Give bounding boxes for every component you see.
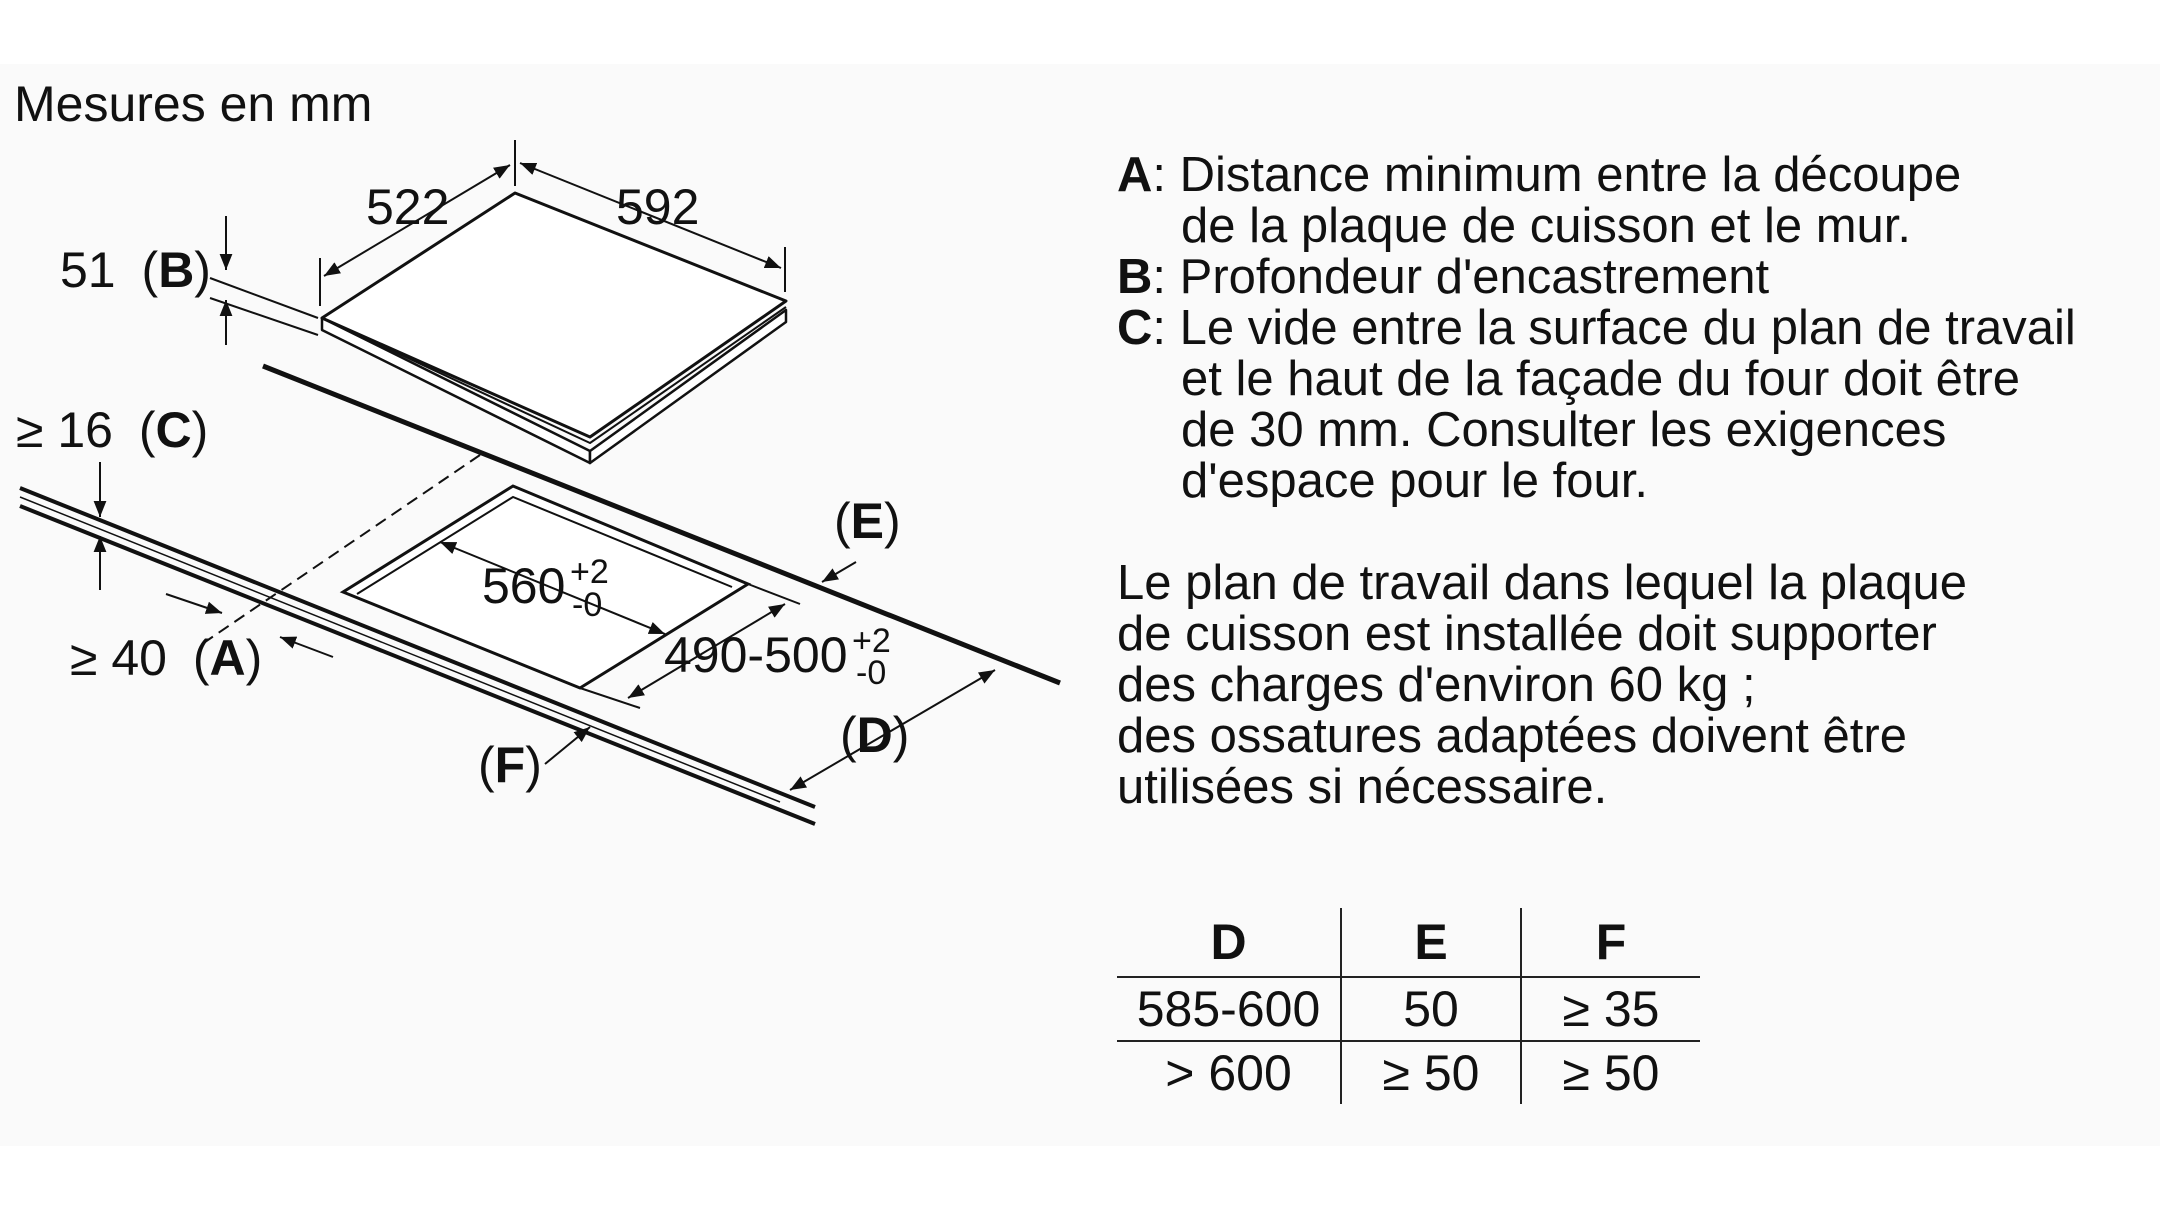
dim-line-f xyxy=(545,727,590,764)
label-e-close: ) xyxy=(884,493,901,549)
label-cutout-depth: 490-500 xyxy=(664,627,848,683)
label-c-letter: C xyxy=(155,402,192,458)
dim-line-e xyxy=(822,562,856,582)
table-cell: ≥ 35 xyxy=(1521,977,1700,1041)
dim-line-a-right xyxy=(280,637,333,657)
legend-line: de la plaque de cuisson et le mur. xyxy=(1181,199,1912,253)
note-line: utilisées si nécessaire. xyxy=(1117,760,1608,814)
label-d-close: ) xyxy=(892,707,910,763)
note-line: des charges d'environ 60 kg ; xyxy=(1117,658,1756,712)
legend xyxy=(1117,150,2137,507)
legend-key: C xyxy=(1117,301,1153,355)
table-cell: ≥ 50 xyxy=(1341,1041,1521,1104)
note-line: des ossatures adaptées doivent être xyxy=(1117,709,1907,763)
legend-key: A xyxy=(1117,148,1153,202)
table-cell: 50 xyxy=(1341,977,1521,1041)
legend-line: Le vide entre la surface du plan de travail xyxy=(1179,301,2076,355)
legend-line: d'espace pour le four. xyxy=(1181,454,1649,508)
legend-sep: : xyxy=(1152,148,1167,202)
legend-sep: : xyxy=(1152,301,1167,355)
label-b-letter: B xyxy=(158,242,195,298)
label-hob-width: 592 xyxy=(616,179,700,235)
legend-key: B xyxy=(1117,250,1153,304)
label-c-value: ≥ 16 xyxy=(16,402,113,458)
label-c-close: ) xyxy=(191,402,209,458)
label-e-open: ( xyxy=(834,493,851,549)
label-f-letter: F xyxy=(494,737,526,793)
legend-sep: : xyxy=(1152,250,1167,304)
label-c-open: ( xyxy=(138,402,156,458)
legend-line: Distance minimum entre la découpe xyxy=(1179,148,1962,202)
label-hob-depth: 522 xyxy=(366,179,450,235)
label-b-close: ) xyxy=(194,242,211,298)
label-d xyxy=(840,707,909,763)
label-cutout-depth-tol-plus: +2 xyxy=(852,622,891,660)
label-a-dimension xyxy=(70,630,262,686)
label-cutout-width-tol-plus: +2 xyxy=(570,553,609,591)
label-b-value: 51 xyxy=(60,242,116,298)
table-row xyxy=(1117,977,1700,1041)
label-e-letter: E xyxy=(850,493,885,549)
legend-entry-b xyxy=(1117,252,2137,303)
table-header-row xyxy=(1117,908,1700,977)
table-row xyxy=(1117,1041,1700,1104)
load-bearing-note xyxy=(1117,558,2137,813)
label-b-dimension xyxy=(60,242,211,298)
label-cutout-width-tol-minus: -0 xyxy=(572,586,603,624)
legend-line: et le haut de la façade du four doit être xyxy=(1181,352,2021,406)
table-cell: > 600 xyxy=(1165,1045,1292,1101)
label-a-open: ( xyxy=(192,630,210,686)
label-cutout-width: 560 xyxy=(482,558,566,614)
label-a-letter: A xyxy=(209,630,246,686)
table-cell: 585-600 xyxy=(1136,981,1321,1037)
legend-entry-a xyxy=(1117,150,2137,201)
label-d-open: ( xyxy=(840,707,857,763)
label-b-open: ( xyxy=(141,242,159,298)
measurement-unit-caption: Mesures en mm xyxy=(14,76,373,132)
label-f-open: ( xyxy=(478,737,495,793)
table-header-d: D xyxy=(1210,914,1247,970)
legend-line: Profondeur d'encastrement xyxy=(1179,250,1770,304)
table-header-f: F xyxy=(1521,908,1700,977)
dim-line-a-left xyxy=(166,594,222,613)
label-a-close: ) xyxy=(245,630,263,686)
label-d-letter: D xyxy=(856,707,893,763)
table-cell: ≥ 50 xyxy=(1521,1041,1700,1104)
label-c-dimension xyxy=(16,402,208,458)
label-e xyxy=(834,493,901,549)
legend-line: de 30 mm. Consulter les exigences xyxy=(1181,403,1947,457)
legend-entry-c xyxy=(1117,303,2137,354)
label-a-value: ≥ 40 xyxy=(70,630,167,686)
label-f-close: ) xyxy=(525,737,542,793)
note-line: de cuisson est installée doit supporter xyxy=(1117,607,1937,661)
table-header-e: E xyxy=(1341,908,1521,977)
note-line: Le plan de travail dans lequel la plaque xyxy=(1117,556,1967,610)
dimension-table xyxy=(1117,908,1700,1104)
label-cutout-depth-tol-minus: -0 xyxy=(856,654,887,692)
label-f xyxy=(478,737,542,793)
